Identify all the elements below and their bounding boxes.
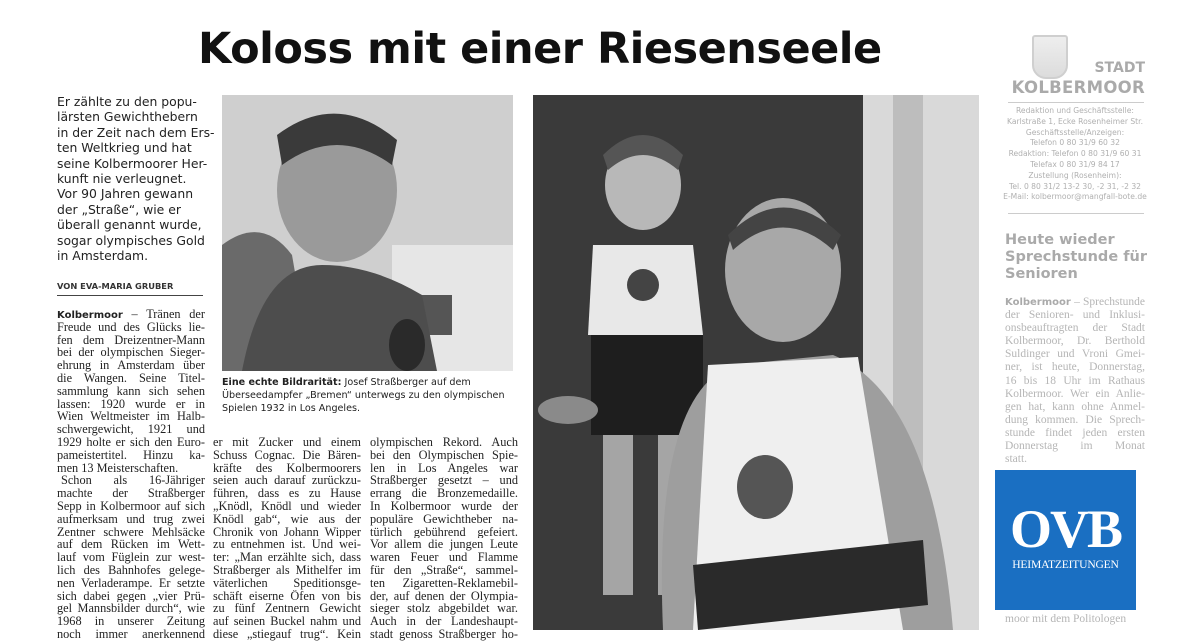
contact-line: Telefax 0 80 31/9 84 17 bbox=[1030, 159, 1120, 169]
text-line bbox=[1005, 440, 1145, 453]
text-line-content: Knödl gab“, wie aus der bbox=[213, 512, 361, 526]
text-line bbox=[370, 462, 518, 475]
text-line-content: seien auch darauf zurückzu- bbox=[213, 474, 361, 488]
text-line bbox=[1005, 348, 1145, 361]
text-line-content: aufmerksam und trug zwei bbox=[57, 512, 205, 526]
contact-line: Geschäftsstelle/Anzeigen: bbox=[1025, 127, 1125, 137]
byline: VON EVA-MARIA GRUBER bbox=[57, 281, 203, 296]
lede-line: seine Kolbermoorer Her- bbox=[57, 155, 208, 171]
text-line bbox=[57, 551, 205, 564]
text-line bbox=[213, 474, 361, 487]
text-line-content: auf seinen Buckel nahm und bbox=[213, 615, 361, 628]
contact-line: Redaktion und Geschäftsstelle: bbox=[1016, 106, 1134, 115]
text-line bbox=[57, 385, 205, 398]
sidebar-logo-line1: STADT bbox=[1094, 60, 1145, 76]
text-line-content: zu fünf Zentnern Gewicht bbox=[213, 602, 361, 616]
text-line bbox=[1005, 296, 1145, 309]
lede-line: lärsten Gewichthebern bbox=[57, 109, 198, 125]
photo-caption bbox=[222, 376, 513, 416]
text-line-content: der Senioren- und Inklusi- bbox=[1005, 309, 1145, 322]
text-line-content: – Sprechstunde bbox=[1070, 296, 1145, 308]
text-line-content: 16 bis 18 Uhr im Rathaus bbox=[1005, 374, 1145, 387]
text-line-content: ten Zigaretten-Reklamebil- bbox=[370, 576, 518, 590]
caption-lead: Eine echte Bildrarität: bbox=[222, 377, 342, 388]
article-column-1 bbox=[57, 308, 205, 641]
text-line-content: pameistertitel. Hinzu ka- bbox=[57, 448, 205, 462]
ovb-logo-name: OVB bbox=[1009, 499, 1122, 559]
text-line-content: führen, dass es zu Hause bbox=[213, 487, 361, 500]
text-line-content: fen dem Dreizentner-Mann bbox=[57, 333, 205, 347]
text-line-content: lassen: 1920 wurde er in bbox=[57, 397, 205, 411]
text-line-content: Kolbermoor, Dr. Berthold bbox=[1005, 335, 1145, 348]
text-line bbox=[57, 308, 205, 321]
lede-line: in der Zeit nach dem Ers- bbox=[57, 124, 215, 140]
text-line bbox=[57, 436, 205, 449]
text-line bbox=[57, 564, 205, 577]
text-line-content: sammlung kann sich sehen bbox=[57, 384, 205, 398]
text-line bbox=[213, 526, 361, 539]
text-line bbox=[1005, 388, 1145, 401]
ovb-logo-tagline: HEIMATZEITUNGEN bbox=[1012, 558, 1119, 571]
text-line bbox=[57, 334, 205, 347]
text-line bbox=[213, 436, 361, 449]
text-line-content: In Kolbermoor wurde der bbox=[370, 499, 518, 513]
text-line-content: Sepp in Kolbermoor auf sich bbox=[57, 499, 205, 513]
text-line-content: väterlichen Speditionsge- bbox=[213, 576, 361, 590]
sidebar-dateline: Kolbermoor bbox=[1005, 297, 1071, 308]
text-line bbox=[370, 449, 518, 462]
text-line bbox=[1005, 309, 1145, 322]
text-line-content: Suldinger und Vroni Gmei- bbox=[1005, 348, 1145, 361]
text-line-content: dung kommen. Die Sprech- bbox=[1005, 413, 1145, 426]
sidebar-heading: Heute wieder Sprechstunde für Senioren bbox=[1005, 232, 1147, 282]
text-line-content: für den „Straße“, sammel- bbox=[370, 563, 518, 577]
text-line bbox=[370, 538, 518, 551]
lede-line: sogar olympisches Gold bbox=[57, 232, 205, 248]
text-line-content: ner, ist heute, Donnerstag, bbox=[1005, 361, 1145, 374]
text-line bbox=[370, 615, 518, 628]
text-line bbox=[57, 526, 205, 539]
photo-strassberger-on-ship bbox=[222, 95, 513, 371]
text-line bbox=[370, 564, 518, 577]
text-line-content: der, auf denen der Olympia- bbox=[370, 589, 518, 603]
text-line-content: 1968 in unserer Zeitung bbox=[57, 615, 205, 628]
text-line-content: Kolbermoor. Wer ein Anlie- bbox=[1005, 387, 1145, 400]
text-line bbox=[1005, 322, 1145, 335]
text-line bbox=[213, 500, 361, 513]
text-line-content: ter: „Man erzählte sich, dass bbox=[213, 551, 361, 564]
text-line bbox=[57, 590, 205, 603]
text-line-content: nen Verladerampe. Er setzte bbox=[57, 576, 205, 590]
text-line bbox=[1005, 401, 1145, 414]
text-line bbox=[370, 500, 518, 513]
text-line bbox=[1005, 427, 1145, 440]
lede-line: ten Weltkrieg und hat bbox=[57, 140, 192, 156]
text-line bbox=[1005, 361, 1145, 374]
text-line bbox=[213, 602, 361, 615]
text-line-content: bei der olympischen Sieger- bbox=[57, 346, 205, 360]
article-column-2 bbox=[213, 436, 361, 641]
photo-illustration bbox=[222, 95, 513, 371]
contact-line: Zustellung (Rosenheim): bbox=[1028, 170, 1122, 180]
caption-text: Josef Straßberger auf dem Überseedampfer „Bremen“ unterwegs zu den olympischen Spielen 1932 in Los Angeles. bbox=[222, 377, 505, 415]
text-line bbox=[370, 526, 518, 539]
text-line-content: Chronik von Johann Wipper bbox=[213, 525, 361, 539]
text-line bbox=[370, 474, 518, 487]
text-line-content: sich dabei gegen „vier Prü- bbox=[57, 589, 205, 603]
contact-line: Karlstraße 1, Ecke Rosenheimer Str. bbox=[1006, 116, 1143, 126]
text-line-content: Zentner schwere Mehlsäcke bbox=[57, 525, 205, 539]
text-line-content: schwergewicht, 1921 und bbox=[57, 423, 205, 436]
text-line-content: len in Los Angeles war bbox=[370, 461, 518, 475]
text-line bbox=[57, 500, 205, 513]
text-line-content: die Wangen. Seine Titel- bbox=[57, 371, 205, 385]
text-line-content: auf dem Rücken im Wett- bbox=[57, 538, 205, 552]
sidebar-tail-text: moor mit dem Politologen bbox=[1005, 613, 1127, 625]
text-line-content: schäft eiserne Öfen von bis bbox=[213, 589, 361, 603]
text-line-content: Donnerstag im Monat bbox=[1005, 440, 1145, 453]
text-line-content: errang die Bronzemedaille. bbox=[370, 487, 518, 500]
text-line bbox=[213, 564, 361, 577]
ovb-logo bbox=[995, 470, 1136, 610]
text-line-content: kräfte des Kolbermoorers bbox=[213, 461, 361, 475]
text-line bbox=[57, 398, 205, 411]
text-line bbox=[370, 602, 518, 615]
text-line-content: onsbeauftragten der Stadt bbox=[1005, 322, 1145, 335]
text-line-content: noch immer anerkennend bbox=[57, 627, 205, 641]
lede-line: kunft nie verleugnet. bbox=[57, 171, 187, 187]
text-line-content: diese „stiegauf trug“. Kein bbox=[213, 627, 361, 641]
text-line bbox=[370, 551, 518, 564]
sidebar-contact bbox=[1003, 106, 1147, 203]
text-line-content: men 13 Meisterschaften. bbox=[57, 461, 179, 475]
text-line-content: olympischen Rekord. Auch bbox=[370, 436, 518, 449]
text-line-content: Schon als 16-Jähriger bbox=[61, 474, 205, 488]
text-line-content: türlich gebührend gefeiert. bbox=[370, 525, 518, 539]
text-line-content: Vor allem die jungen Leute bbox=[370, 538, 518, 552]
text-line-content: er mit Zucker und einem bbox=[213, 436, 361, 449]
text-line bbox=[57, 346, 205, 359]
text-line bbox=[213, 615, 361, 628]
text-line bbox=[57, 487, 205, 500]
text-line bbox=[370, 590, 518, 603]
text-line-content: zu entnehmen ist. Und wei- bbox=[213, 538, 361, 552]
text-line bbox=[57, 423, 205, 436]
photo-illustration bbox=[533, 95, 979, 630]
text-line-content: stunde findet jeden ersten bbox=[1005, 426, 1145, 439]
headline: Koloss mit einer Riesenseele bbox=[198, 24, 882, 74]
text-line-content: – Tränen der bbox=[122, 308, 205, 321]
text-line bbox=[370, 487, 518, 500]
lede-line: Vor 90 Jahren gewann bbox=[57, 186, 194, 202]
text-line bbox=[57, 359, 205, 372]
text-line bbox=[213, 462, 361, 475]
lede-line: in Amsterdam. bbox=[57, 248, 149, 264]
text-line-content: Straßberger gesetzt – und bbox=[370, 474, 518, 488]
text-line bbox=[57, 602, 205, 615]
text-line-content: bei den Olympischen Spie- bbox=[370, 448, 518, 462]
text-line-content: ehrung in Amsterdam über bbox=[57, 359, 205, 372]
text-line-content: waren Feuer und Flamme bbox=[370, 551, 518, 564]
contact-line: E-Mail: kolbermoor@mangfall-bote.de bbox=[1003, 192, 1147, 202]
text-line bbox=[57, 449, 205, 462]
text-line bbox=[1005, 453, 1145, 466]
text-line bbox=[57, 538, 205, 551]
text-line-content: populäre Gewichtheber na- bbox=[370, 512, 518, 526]
text-line-content: stadt genoss Straßberger ho- bbox=[370, 627, 518, 641]
text-line bbox=[57, 513, 205, 526]
sidebar-logo-line2: KOLBERMOOR bbox=[1011, 78, 1145, 97]
text-line-content: statt. bbox=[1005, 453, 1028, 466]
text-line bbox=[57, 615, 205, 628]
sidebar-body bbox=[1005, 296, 1145, 466]
text-line bbox=[57, 410, 205, 423]
divider bbox=[1008, 213, 1144, 214]
text-line-content: Schuss Cognac. Die Bären- bbox=[213, 448, 361, 462]
contact-line: Redaktion: Telefon 0 80 31/9 60 31 bbox=[1008, 149, 1142, 159]
dateline: Kolbermoor bbox=[57, 310, 123, 321]
text-line bbox=[213, 487, 361, 500]
lede bbox=[57, 94, 215, 264]
divider bbox=[1008, 102, 1144, 103]
text-line bbox=[57, 474, 205, 487]
lede-line: überall genannt wurde, bbox=[57, 217, 202, 233]
text-line bbox=[57, 321, 205, 334]
lede-line: der „Straße“, wie er bbox=[57, 201, 181, 217]
text-line-content: sieger stolz abgebildet war. bbox=[370, 602, 518, 616]
text-line bbox=[213, 551, 361, 564]
text-line-content: machte der Straßberger bbox=[57, 487, 205, 500]
text-line bbox=[213, 590, 361, 603]
article-column-3 bbox=[370, 436, 518, 641]
text-line bbox=[213, 449, 361, 462]
text-line bbox=[370, 513, 518, 526]
lede-line: Er zählte zu den popu- bbox=[57, 94, 197, 109]
text-line-content: Straßberger als Mithelfer im bbox=[213, 563, 361, 577]
text-line bbox=[213, 538, 361, 551]
text-line bbox=[1005, 375, 1145, 388]
text-line bbox=[57, 577, 205, 590]
text-line-content: Wien Weltmeister im Halb- bbox=[57, 410, 205, 424]
contact-line: Tel. 0 80 31/2 13-2 30, -2 31, -2 32 bbox=[1008, 181, 1141, 191]
text-line-content: gen hat, kann ohne Anmel- bbox=[1005, 400, 1145, 413]
text-line-content: „Knödl, Knödl und wieder bbox=[213, 499, 361, 513]
contact-line: Telefon 0 80 31/9 60 32 bbox=[1030, 138, 1120, 148]
text-line bbox=[57, 462, 205, 475]
text-line bbox=[1005, 335, 1145, 348]
text-line-content: Freude und des Glücks lie- bbox=[57, 320, 205, 334]
text-line-content: 1929 holte er sich den Euro- bbox=[57, 435, 205, 449]
text-line-content: lich des Bahnhofes gelege- bbox=[57, 563, 205, 577]
photo-strassberger-with-child bbox=[533, 95, 979, 630]
text-line bbox=[370, 436, 518, 449]
text-line-content: gel Mannsbilder durch“, wie bbox=[57, 602, 205, 616]
text-line bbox=[57, 372, 205, 385]
text-line bbox=[213, 513, 361, 526]
text-line bbox=[213, 577, 361, 590]
text-line-content: Auch in der Landeshaupt- bbox=[370, 615, 518, 628]
text-line-content: lauf vom Füglein zur west- bbox=[57, 551, 205, 564]
text-line bbox=[1005, 414, 1145, 427]
text-line bbox=[370, 577, 518, 590]
